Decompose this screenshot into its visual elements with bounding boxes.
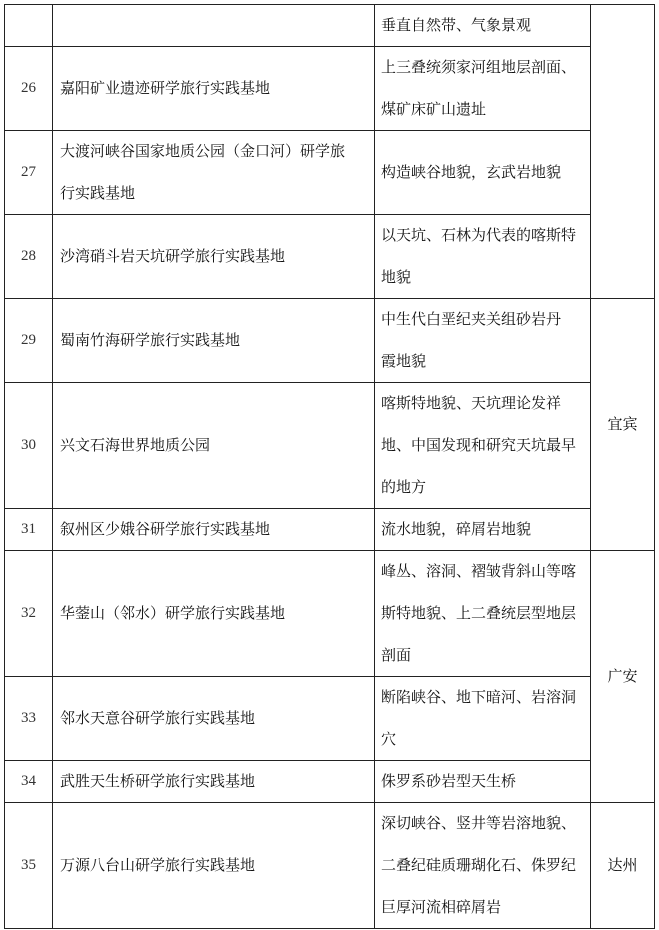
site-features (375, 509, 591, 551)
table-row (5, 551, 655, 677)
row-number: 29 (5, 299, 53, 383)
city-yibin: 宜宾 (591, 299, 655, 551)
name-line: 行实践基地 (60, 184, 136, 202)
feature-line: 构造峡谷地貌，玄武岩地貌 (381, 163, 562, 181)
site-name (53, 215, 375, 299)
city-cell-empty (591, 5, 655, 299)
row-number: 31 (5, 509, 53, 551)
site-name (53, 47, 375, 131)
table-row (5, 131, 655, 215)
geo-sites-table (4, 4, 655, 929)
name-line: 蜀南竹海研学旅行实践基地 (60, 331, 241, 349)
row-number: 26 (5, 47, 53, 131)
site-name (53, 5, 375, 47)
name-line: 兴文石海世界地质公园 (60, 436, 211, 454)
site-features (375, 383, 591, 509)
feature-line: 穴 (381, 730, 397, 748)
feature-line: 斯特地貌、上二叠统层型地层 (381, 604, 577, 622)
site-name (53, 803, 375, 929)
name-line: 叙州区少娥谷研学旅行实践基地 (60, 520, 271, 538)
name-line: 万源八台山研学旅行实践基地 (60, 856, 256, 874)
name-line: 武胜天生桥研学旅行实践基地 (60, 772, 256, 790)
row-number: 30 (5, 383, 53, 509)
feature-line: 上三叠统须家河组地层剖面、 (381, 58, 577, 76)
site-features (375, 803, 591, 929)
site-features (375, 761, 591, 803)
table-row (5, 677, 655, 761)
name-line: 嘉阳矿业遗迹研学旅行实践基地 (60, 79, 271, 97)
city-dazhou: 达州 (591, 803, 655, 929)
site-features (375, 215, 591, 299)
name-line: 大渡河峡谷国家地质公园（金口河）研学旅 (60, 142, 346, 160)
name-line: 华蓥山（邻水）研学旅行实践基地 (60, 604, 286, 622)
row-number (5, 5, 53, 47)
site-features (375, 47, 591, 131)
feature-line: 二叠纪硅质珊瑚化石、侏罗纪 (381, 856, 577, 874)
feature-line: 的地方 (381, 478, 427, 496)
row-number: 33 (5, 677, 53, 761)
table-row (5, 761, 655, 803)
table-row (5, 383, 655, 509)
feature-line: 地、中国发现和研究天坑最早 (381, 436, 577, 454)
site-name (53, 131, 375, 215)
city-guangan: 广安 (591, 551, 655, 803)
site-features (375, 131, 591, 215)
site-features (375, 677, 591, 761)
feature-line: 深切峡谷、竖井等岩溶地貌、 (381, 814, 577, 832)
table-row (5, 47, 655, 131)
table-row (5, 803, 655, 929)
feature-line: 喀斯特地貌、天坑理论发祥 (381, 394, 562, 412)
row-number: 28 (5, 215, 53, 299)
feature-line: 霞地貌 (381, 352, 427, 370)
row-number: 27 (5, 131, 53, 215)
row-number: 35 (5, 803, 53, 929)
row-number: 32 (5, 551, 53, 677)
table-row (5, 299, 655, 383)
row-number: 34 (5, 761, 53, 803)
feature-line: 剖面 (381, 646, 412, 664)
site-name (53, 551, 375, 677)
table-row (5, 215, 655, 299)
site-features (375, 551, 591, 677)
feature-line: 断陷峡谷、地下暗河、岩溶洞 (381, 688, 577, 706)
feature-line: 峰丛、溶洞、褶皱背斜山等喀 (381, 562, 577, 580)
site-name (53, 299, 375, 383)
feature-line: 中生代白垩纪夹关组砂岩丹 (381, 310, 562, 328)
feature-line: 巨厚河流相碎屑岩 (381, 898, 502, 916)
name-line: 沙湾硝斗岩天坑研学旅行实践基地 (60, 247, 286, 265)
site-name (53, 677, 375, 761)
table-row (5, 5, 655, 47)
feature-line: 煤矿床矿山遗址 (381, 100, 487, 118)
name-line: 邻水天意谷研学旅行实践基地 (60, 709, 256, 727)
site-name (53, 761, 375, 803)
site-name (53, 383, 375, 509)
site-features (375, 299, 591, 383)
feature-line: 流水地貌，碎屑岩地貌 (381, 520, 532, 538)
table-row (5, 509, 655, 551)
feature-line: 以天坑、石林为代表的喀斯特 (381, 226, 577, 244)
feature-line: 垂直自然带、气象景观 (381, 16, 532, 34)
site-name (53, 509, 375, 551)
feature-line: 侏罗系砂岩型天生桥 (381, 772, 517, 790)
feature-line: 地貌 (381, 268, 412, 286)
site-features (375, 5, 591, 47)
